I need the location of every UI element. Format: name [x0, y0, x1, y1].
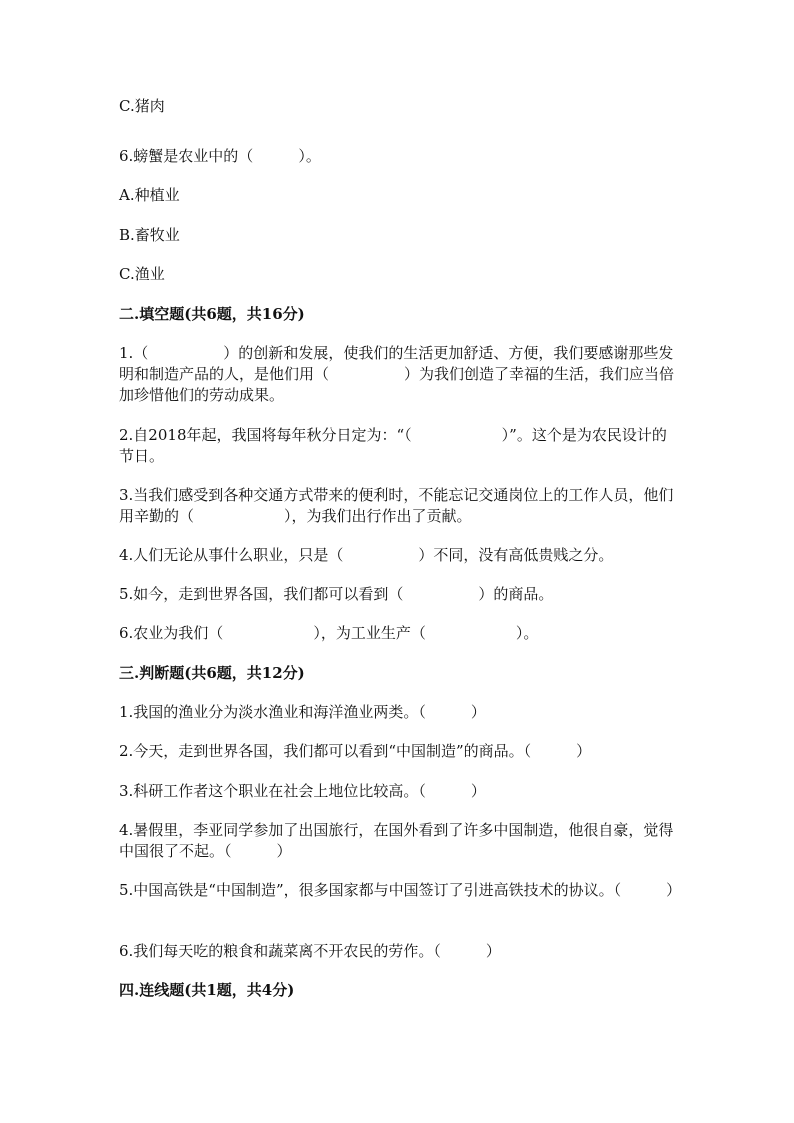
fill-question-6: 6.农业为我们（ ），为工业生产（ ）。 [119, 624, 539, 642]
judge-question-6: 6.我们每天吃的粮食和蔬菜离不开农民的劳作。（ ） [119, 942, 501, 960]
fill-question-4: 4.人们无论从事什么职业，只是（ ）不同，没有高低贵贱之分。 [119, 546, 614, 564]
fill-question-3: 3.当我们感受到各种交通方式带来的便利时，不能忘记交通岗位上的工作人员，他们用辛勤的（ ），为我们出行作出了贡献。 [119, 486, 674, 525]
fill-question-1: 1.（ ）的创新和发展，使我们的生活更加舒适、方便，我们要感谢那些发明和制造产品的人，是他们用（ ）为我们创造了幸福的生活，我们应当倍加珍惜他们的劳动成果。 [119, 344, 675, 404]
section-4-heading: 四.连线题(共1题，共4分) [119, 981, 295, 999]
option-c-pork: C.猪肉 [119, 97, 165, 115]
question-6-option-c: C.渔业 [119, 265, 165, 283]
judge-question-2: 2.今天，走到世界各国，我们都可以看到“中国制造”的商品。（ ） [119, 742, 592, 760]
section-2-heading: 二.填空题(共6题，共16分) [119, 305, 305, 323]
judge-question-1: 1.我国的渔业分为淡水渔业和海洋渔业两类。（ ） [119, 703, 486, 721]
judge-question-5: 5.中国高铁是“中国制造”，很多国家都与中国签订了引进高铁技术的协议。（ ） [119, 881, 682, 899]
judge-question-3: 3.科研工作者这个职业在社会上地位比较高。（ ） [119, 782, 486, 800]
question-6-option-a: A.种植业 [119, 186, 180, 204]
question-6-option-b: B.畜牧业 [119, 226, 180, 244]
question-6-crab: 6.螃蟹是农业中的（ ）。 [119, 147, 321, 165]
judge-question-4: 4.暑假里，李亚同学参加了出国旅行，在国外看到了许多中国制造，他很自豪，觉得中国很了不起。（ ） [119, 821, 674, 860]
fill-question-2: 2.自2018年起，我国将每年秋分日定为：“（ ）”。这个是为农民设计的节日。 [119, 426, 667, 465]
section-3-heading: 三.判断题(共6题，共12分) [119, 664, 305, 682]
fill-question-5: 5.如今，走到世界各国，我们都可以看到（ ）的商品。 [119, 585, 554, 603]
